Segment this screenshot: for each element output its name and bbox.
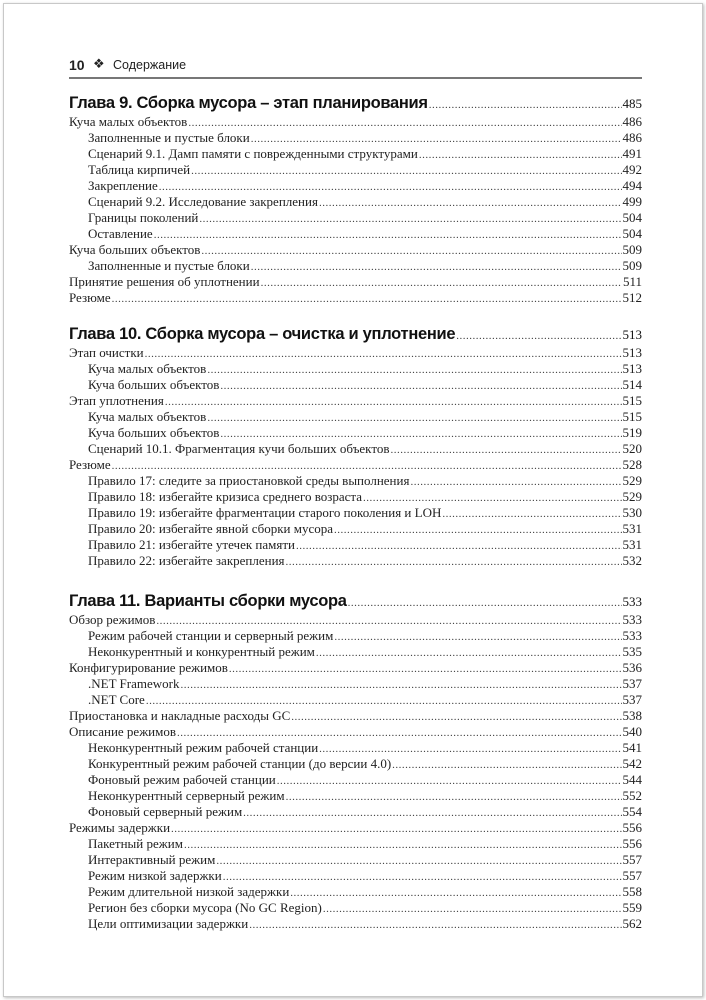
document-page <box>3 3 703 997</box>
entry-page: 494 <box>622 178 642 193</box>
chapter-10 <box>69 323 642 569</box>
toc-entry[interactable] <box>69 114 642 130</box>
entry-label: Правило 19: избегайте фрагментации старого поколения и LOH <box>88 505 442 520</box>
toc-entry[interactable] <box>69 644 642 660</box>
toc-entry[interactable] <box>69 393 642 409</box>
dot-leader <box>319 195 622 211</box>
dot-leader <box>146 693 622 709</box>
toc-entry[interactable] <box>69 242 642 258</box>
dot-leader <box>249 917 621 933</box>
dot-leader <box>296 538 622 554</box>
entry-page: 486 <box>622 114 642 129</box>
toc-entry[interactable] <box>69 660 642 676</box>
entry-label: Таблица кирпичей <box>88 162 191 177</box>
entry-label: Режимы задержки <box>69 820 171 835</box>
entry-page: 530 <box>622 505 642 520</box>
entry-label: Куча больших объектов <box>69 242 201 257</box>
entry-page: 520 <box>622 441 642 456</box>
toc-entry[interactable] <box>69 884 642 900</box>
entry-page: 542 <box>622 756 642 771</box>
dot-leader <box>290 885 621 901</box>
dot-leader <box>171 821 621 837</box>
entry-page: 532 <box>622 553 642 568</box>
entry-label: Приостановка и накладные расходы GC <box>69 708 291 723</box>
entry-label: Куча больших объектов <box>88 425 220 440</box>
entry-label: Регион без сборки мусора (No GC Region) <box>88 900 322 915</box>
entry-label: .NET Framework <box>88 676 180 691</box>
toc-entry[interactable] <box>69 377 642 393</box>
toc-entry[interactable] <box>69 361 642 377</box>
entry-page: 537 <box>622 692 642 707</box>
entry-page: 552 <box>622 788 642 803</box>
dot-leader <box>159 179 622 195</box>
toc-entry[interactable] <box>69 441 642 457</box>
dot-leader <box>251 131 622 147</box>
toc-entry[interactable] <box>69 345 642 361</box>
entry-label: Правило 18: избегайте кризиса среднего возраста <box>88 489 363 504</box>
entry-label: Описание режимов <box>69 724 177 739</box>
entry-label: Заполненные и пустые блоки <box>88 258 250 273</box>
entry-label: Конфигурирование режимов <box>69 660 228 675</box>
entry-page: 504 <box>622 210 642 225</box>
entry-page: 515 <box>622 409 642 424</box>
toc-entry[interactable] <box>69 852 642 868</box>
toc-entry[interactable] <box>69 178 642 194</box>
dot-leader <box>323 901 622 917</box>
toc-entry[interactable] <box>69 473 642 489</box>
chapter-title: Глава 11. Варианты сборки мусора <box>69 592 347 610</box>
entry-page: 535 <box>622 644 642 659</box>
entry-label: Сценарий 9.2. Исследование закрепления <box>88 194 318 209</box>
dot-leader <box>286 554 622 570</box>
entry-page: 538 <box>622 708 642 723</box>
toc-entry[interactable] <box>69 425 642 441</box>
entry-page: 533 <box>622 612 642 627</box>
chapter-11 <box>69 590 642 932</box>
dot-leader <box>334 629 621 645</box>
toc-entry[interactable] <box>69 162 642 178</box>
running-header <box>69 55 642 75</box>
dot-leader <box>348 592 622 614</box>
entry-page: 558 <box>622 884 642 899</box>
entry-label: Цели оптимизации задержки <box>88 916 249 931</box>
dot-leader <box>363 490 621 506</box>
dot-leader <box>429 94 622 116</box>
entry-page: 514 <box>622 377 642 392</box>
entry-label: Сценарий 9.1. Дамп памяти с поврежденными структурами <box>88 146 418 161</box>
entry-label: Заполненные и пустые блоки <box>88 130 250 145</box>
toc-entry[interactable] <box>69 210 642 226</box>
dot-leader <box>180 677 621 693</box>
entry-page: 486 <box>622 130 642 145</box>
entry-label: Режим рабочей станции и серверный режим <box>88 628 334 643</box>
toc-entry[interactable] <box>69 290 642 306</box>
dot-leader <box>216 853 621 869</box>
entry-label: Фоновый серверный режим <box>88 804 243 819</box>
dot-leader <box>410 474 621 490</box>
entry-page: 504 <box>622 226 642 241</box>
dot-leader <box>220 426 621 442</box>
dot-leader <box>291 709 621 725</box>
dot-leader <box>419 147 622 163</box>
toc-entry[interactable] <box>69 740 642 756</box>
dot-leader <box>201 243 621 259</box>
entry-label: Правило 17: следите за приостановкой среды выполнения <box>88 473 410 488</box>
toc-entry[interactable] <box>69 628 642 644</box>
dot-leader <box>286 789 622 805</box>
dot-leader <box>442 506 621 522</box>
toc-entry[interactable] <box>69 537 642 553</box>
toc-entry[interactable] <box>69 146 642 162</box>
dot-leader <box>243 805 621 821</box>
toc-entry[interactable] <box>69 274 642 290</box>
toc-entry[interactable] <box>69 521 642 537</box>
chapter-page: 533 <box>622 594 642 609</box>
entry-page: 509 <box>622 258 642 273</box>
toc-entry[interactable] <box>69 756 642 772</box>
toc-entry[interactable] <box>69 505 642 521</box>
entry-label: Сценарий 10.1. Фрагментация кучи больших объектов <box>88 441 390 456</box>
dot-leader <box>229 661 622 677</box>
entry-page: 540 <box>622 724 642 739</box>
entry-page: 541 <box>622 740 642 755</box>
entry-page: 515 <box>622 393 642 408</box>
toc-entry[interactable] <box>69 226 642 242</box>
dot-leader <box>456 325 621 347</box>
dot-leader <box>390 442 621 458</box>
toc-entry[interactable] <box>69 772 642 788</box>
entry-page: 531 <box>622 537 642 552</box>
dot-leader <box>261 275 622 291</box>
entry-page: 492 <box>622 162 642 177</box>
chapter-title: Глава 10. Сборка мусора – очистка и уплотнение <box>69 325 456 343</box>
dot-leader <box>188 115 621 131</box>
entry-page: 557 <box>622 852 642 867</box>
entry-page: 499 <box>622 194 642 209</box>
entry-label: Правило 22: избегайте закрепления <box>88 553 285 568</box>
toc-entry[interactable] <box>69 457 642 473</box>
entry-label: Режим длительной низкой задержки <box>88 884 290 899</box>
header-rule <box>69 77 642 79</box>
entry-label: Куча малых объектов <box>88 409 207 424</box>
dot-leader <box>112 458 622 474</box>
entry-label: Оставление <box>88 226 153 241</box>
chapter-title: Глава 9. Сборка мусора – этап планирования <box>69 94 428 112</box>
entry-label: Фоновый режим рабочей станции <box>88 772 276 787</box>
dot-leader <box>154 227 622 243</box>
entry-label: Неконкурентный режим рабочей станции <box>88 740 319 755</box>
dot-leader <box>207 410 621 426</box>
entry-label: Резюме <box>69 290 111 305</box>
dot-leader <box>223 869 622 885</box>
dot-leader <box>199 211 621 227</box>
running-title: Содержание <box>113 58 187 72</box>
dot-leader <box>207 362 621 378</box>
toc-entry[interactable] <box>69 676 642 692</box>
toc-entry[interactable] <box>69 804 642 820</box>
dot-leader <box>156 613 621 629</box>
chapter-9 <box>69 92 642 306</box>
entry-page: 544 <box>622 772 642 787</box>
chapter-page: 485 <box>622 96 642 111</box>
entry-label: Правило 21: избегайте утечек памяти <box>88 537 295 552</box>
entry-label: Этап уплотнения <box>69 393 164 408</box>
chapter-heading[interactable] <box>69 590 642 612</box>
toc-entry[interactable] <box>69 724 642 740</box>
entry-page: 536 <box>622 660 642 675</box>
dot-leader <box>392 757 621 773</box>
toc-entry[interactable] <box>69 489 642 505</box>
toc-entry[interactable] <box>69 868 642 884</box>
toc-entry[interactable] <box>69 130 642 146</box>
chapter-heading[interactable] <box>69 92 642 114</box>
toc-entry[interactable] <box>69 836 642 852</box>
dot-leader <box>220 378 621 394</box>
entry-page: 554 <box>622 804 642 819</box>
dot-leader <box>165 394 622 410</box>
entry-page: 557 <box>622 868 642 883</box>
dot-leader <box>319 741 621 757</box>
entry-label: Обзор режимов <box>69 612 156 627</box>
toc-entry[interactable] <box>69 820 642 836</box>
entry-label: Интерактивный режим <box>88 852 216 867</box>
dot-leader <box>277 773 622 789</box>
chapter-heading[interactable] <box>69 323 642 345</box>
chapter-page: 513 <box>622 327 642 342</box>
toc-entry[interactable] <box>69 692 642 708</box>
entry-page: 537 <box>622 676 642 691</box>
entry-page: 509 <box>622 242 642 257</box>
entry-page: 533 <box>622 628 642 643</box>
dot-leader <box>334 522 621 538</box>
toc-entry[interactable] <box>69 916 642 932</box>
entry-page: 512 <box>622 290 642 305</box>
entry-page: 529 <box>622 489 642 504</box>
dot-leader <box>316 645 622 661</box>
entry-label: Принятие решения об уплотнении <box>69 274 260 289</box>
toc-entry[interactable] <box>69 708 642 724</box>
entry-label: .NET Core <box>88 692 145 707</box>
toc-entry[interactable] <box>69 409 642 425</box>
entry-label: Границы поколений <box>88 210 199 225</box>
entry-label: Куча малых объектов <box>88 361 207 376</box>
entry-label: Неконкурентный и конкурентный режим <box>88 644 315 659</box>
entry-label: Куча малых объектов <box>69 114 188 129</box>
entry-page: 559 <box>622 900 642 915</box>
entry-page: 491 <box>622 146 642 161</box>
entry-label: Резюме <box>69 457 111 472</box>
dot-leader <box>145 346 622 362</box>
entry-label: Правило 20: избегайте явной сборки мусора <box>88 521 334 536</box>
toc-entry[interactable] <box>69 194 642 210</box>
entry-label: Конкурентный режим рабочей станции (до версии 4.0) <box>88 756 392 771</box>
entry-label: Куча больших объектов <box>88 377 220 392</box>
entry-page: 513 <box>622 361 642 376</box>
toc-entry[interactable] <box>69 258 642 274</box>
dot-leader <box>112 291 622 307</box>
ornament-icon: ❖ <box>93 56 105 71</box>
entry-page: 556 <box>622 836 642 851</box>
entry-label: Неконкурентный серверный режим <box>88 788 285 803</box>
entry-page: 556 <box>622 820 642 835</box>
entry-page: 513 <box>622 345 642 360</box>
toc-entry[interactable] <box>69 788 642 804</box>
dot-leader <box>184 837 622 853</box>
entry-label: Режим низкой задержки <box>88 868 222 883</box>
toc-entry[interactable] <box>69 900 642 916</box>
entry-page: 528 <box>622 457 642 472</box>
entry-label: Этап очистки <box>69 345 144 360</box>
entry-page: 562 <box>622 916 642 931</box>
dot-leader <box>251 259 622 275</box>
entry-page: 519 <box>622 425 642 440</box>
toc-entry[interactable] <box>69 553 642 569</box>
dot-leader <box>177 725 621 741</box>
page-number: 10 <box>69 57 85 73</box>
entry-page: 529 <box>622 473 642 488</box>
toc-entry[interactable] <box>69 612 642 628</box>
entry-page: 531 <box>622 521 642 536</box>
entry-label: Пакетный режим <box>88 836 183 851</box>
entry-page: 511 <box>622 274 642 289</box>
dot-leader <box>191 163 621 179</box>
entry-label: Закрепление <box>88 178 158 193</box>
